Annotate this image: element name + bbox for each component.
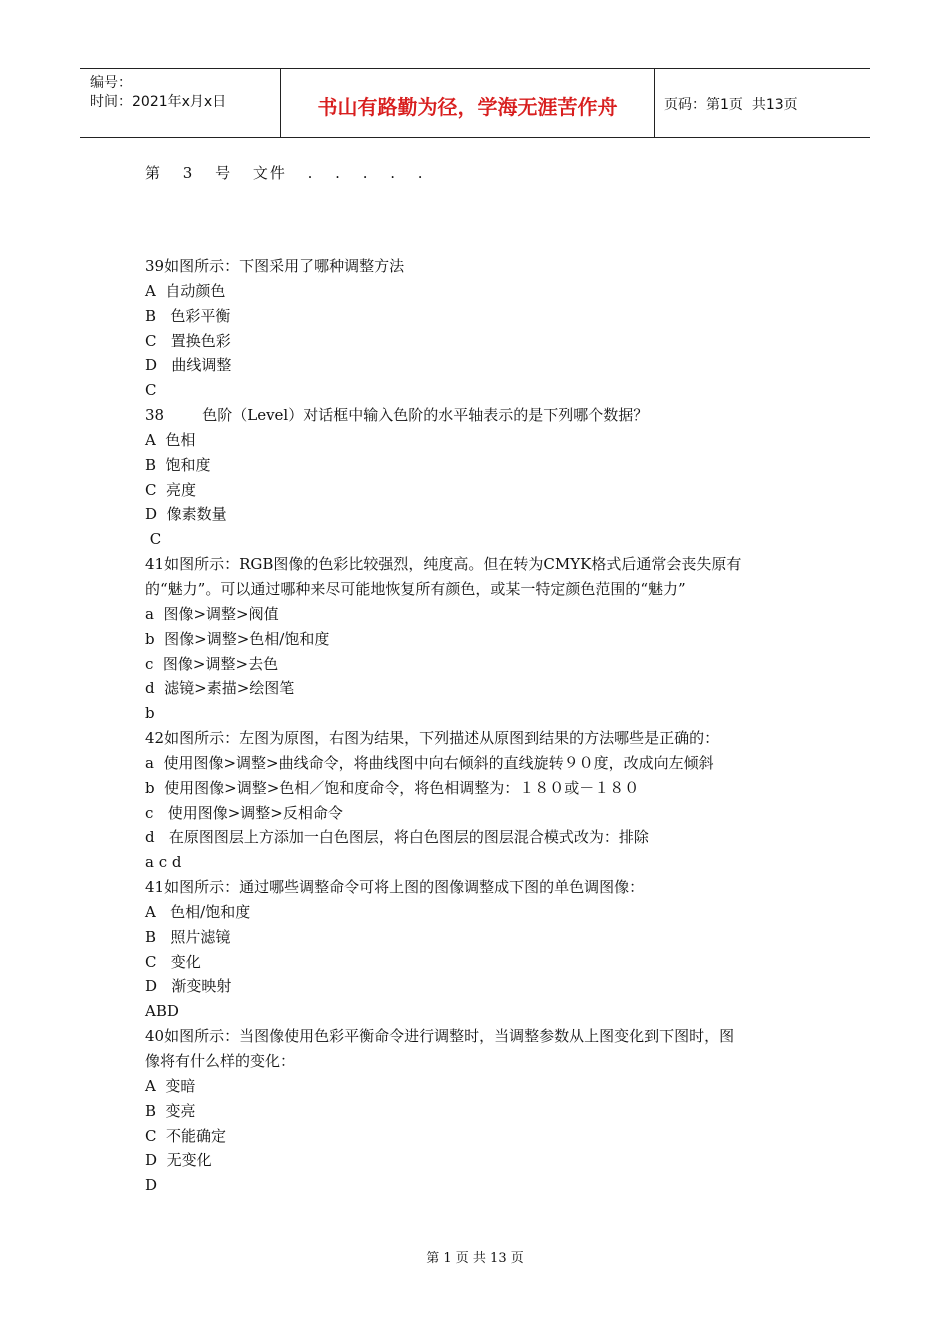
text-line: A 自动颜色 xyxy=(145,281,226,300)
page-current: 1 xyxy=(720,97,729,113)
text-line: b 使用图像>调整>色相／饱和度命令，将色相调整为：１８０或－１８０ xyxy=(145,778,640,797)
header-page-cell xyxy=(654,69,870,137)
page-mid: 页 共 xyxy=(728,97,766,113)
text-line: b xyxy=(145,704,155,723)
text-line: C 置换色彩 xyxy=(145,331,231,350)
text-line: A 变暗 xyxy=(145,1076,196,1095)
header-page-info xyxy=(664,94,798,114)
text-line: C 变化 xyxy=(145,952,201,971)
text-line: D 渐变映射 xyxy=(145,977,232,996)
text-line: 41如图所示：通过哪些调整命令可将上图的图像调整成下图的单色调图像： xyxy=(145,878,645,897)
text-line: c 图像>调整>去色 xyxy=(145,654,279,673)
text-line: 38 色阶（Level）对话框中输入色阶的水平轴表示的是下列哪个数据？ xyxy=(145,406,649,425)
text-line: b 图像>调整>色相/饱和度 xyxy=(145,629,330,648)
text-line: a 使用图像>调整>曲线命令，将曲线图中向右倾斜的直线旋转９０度，改成向左倾斜 xyxy=(145,753,714,772)
header-motto: 书山有路勤为径，学海无涯苦作舟 xyxy=(317,95,618,119)
text-line: 像将有什么样的变化： xyxy=(145,1052,296,1070)
text-line: D 曲线调整 xyxy=(145,356,232,375)
text-line: 42如图所示：左图为原图，右图为结果，下列描述从原图到结果的方法哪些是正确的： xyxy=(145,729,720,748)
text-line: B 照片滤镜 xyxy=(145,927,231,946)
page-footer: 第 1 页 共 13 页 xyxy=(426,1251,524,1266)
text-line: C xyxy=(145,381,157,400)
text-line: 39如图所示：下图采用了哪种调整方法 xyxy=(145,257,405,275)
text-line: C 不能确定 xyxy=(145,1126,227,1145)
text-line: A 色相/饱和度 xyxy=(145,902,251,921)
text-line: a c d xyxy=(145,853,182,872)
text-line: B 饱和度 xyxy=(145,455,211,474)
document-number-label: 编号： xyxy=(90,75,132,91)
text-line: C xyxy=(145,530,162,549)
text-line: B 变亮 xyxy=(145,1101,196,1120)
text-line: d 在原图图层上方添加一白色图层，将白色图层的图层混合模式改为：排除 xyxy=(145,828,649,847)
text-line: d 滤镜>素描>绘图笔 xyxy=(145,679,295,698)
header-meta-cell xyxy=(80,69,280,137)
text-line: 41如图所示：RGB图像的色彩比较强烈，纯度高。但在转为CMYK格式后通常会丧失原有 xyxy=(145,555,742,574)
document-date: 时间：2021年x月x日 xyxy=(90,94,227,110)
page-total: 13 xyxy=(765,97,784,113)
text-line: ABD xyxy=(145,1002,179,1021)
text-line: D 无变化 xyxy=(145,1151,212,1170)
text-line: a 图像>调整>阀值 xyxy=(145,604,279,623)
document-title: 第 3 号 文件 . . . . . xyxy=(145,164,425,182)
text-line: A 色相 xyxy=(145,430,196,449)
text-line: C 亮度 xyxy=(145,480,197,499)
page-header xyxy=(80,68,870,138)
question-list xyxy=(145,254,825,1198)
header-motto-cell xyxy=(280,69,655,137)
page-suffix: 页 xyxy=(783,97,798,113)
text-line: B 色彩平衡 xyxy=(145,306,231,325)
text-line: c 使用图像>调整>反相命令 xyxy=(145,803,343,822)
text-line: D xyxy=(145,1176,158,1195)
page-prefix: 页码：第 xyxy=(664,97,720,113)
text-line: 40如图所示：当图像使用色彩平衡命令进行调整时，当调整参数从上图变化到下图时，图 xyxy=(145,1027,735,1046)
text-line: D 像素数量 xyxy=(145,505,227,524)
text-line: 的“魅力”。可以通过哪种来尽可能地恢复所有颜色，或某一特定颜色范围的“魅力” xyxy=(145,579,686,598)
